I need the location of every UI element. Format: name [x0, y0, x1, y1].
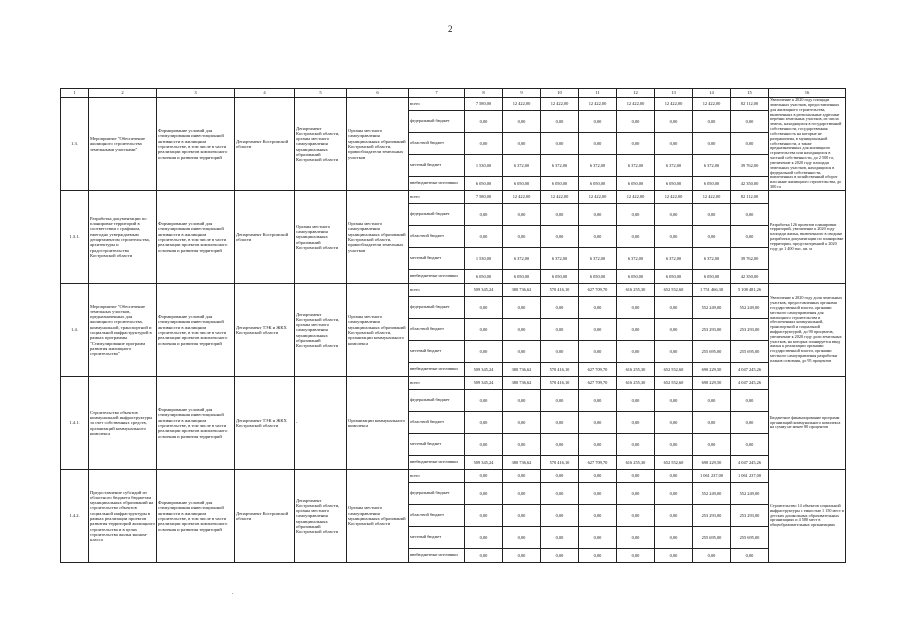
funding-source: областной бюджет	[409, 226, 465, 248]
funding-value: 0,00	[617, 434, 655, 456]
funding-value: 1 061 237,00	[693, 470, 731, 483]
funding-value: 0,00	[655, 434, 693, 456]
funding-value: 652 552,60	[655, 377, 693, 390]
funding-value: 0,00	[579, 412, 617, 434]
funding-value: 0,00	[465, 434, 503, 456]
funding-value: 1 061 237,00	[731, 470, 769, 483]
funding-value: 39 762,00	[731, 155, 769, 177]
funding-value: 253 293,00	[693, 505, 731, 527]
measure-goal: Формирование условий для стимулирования инвестиционной активности в жилищном строительстве, в том числе в части реализации проектов комплексного освоения и развития территорий	[157, 377, 235, 470]
funding-value: 570 416,10	[541, 377, 579, 390]
participants: Органы местного самоуправления муниципальных образований Костромской области, организации коммунального комплекса	[347, 284, 409, 377]
funding-value: 12 422,00	[617, 191, 655, 204]
funding-value: 616 255,30	[617, 456, 655, 470]
funding-value: 0,00	[655, 527, 693, 549]
program-table	[60, 88, 846, 563]
funding-value: 552 249,00	[731, 483, 769, 505]
funding-source: областной бюджет	[409, 412, 465, 434]
funding-value: 0,00	[503, 434, 541, 456]
funding-source: внебюджетные источники	[409, 549, 465, 563]
funding-value: 0,00	[503, 133, 541, 155]
column-header-6: 6	[347, 89, 409, 98]
funding-value: 0,00	[655, 133, 693, 155]
funding-source: всего	[409, 377, 465, 390]
funding-value: 0,00	[655, 111, 693, 133]
funding-value: 0,00	[541, 133, 579, 155]
funding-value: 652 552,60	[655, 456, 693, 470]
funding-value: 6 050,00	[579, 270, 617, 284]
funding-value: 7 580,00	[465, 191, 503, 204]
funding-value: 255 695,00	[693, 341, 731, 363]
funding-value: 0,00	[655, 297, 693, 319]
measure-name: Строительство объектов коммунальной инфраструктуры за счет собственных средств, организаций коммунального комплекса	[89, 377, 157, 470]
funding-value: 0,00	[579, 549, 617, 563]
measure-name: Мероприятие "Обеспечение жилищного строительства земельными участками"	[89, 98, 157, 191]
funding-value: 12 422,00	[579, 191, 617, 204]
funding-value: 0,00	[579, 483, 617, 505]
funding-value: 1 751 466,30	[693, 284, 731, 297]
funding-value: 6 050,00	[655, 270, 693, 284]
participants: Органы местного самоуправления муниципальных образований Костромской области	[347, 470, 409, 563]
funding-value: 0,00	[465, 527, 503, 549]
funding-value: 0,00	[541, 319, 579, 341]
co-executor: Департамент Костромской области, органы местного самоуправления муниципальных образований Костромской области	[295, 98, 347, 191]
funding-value: 0,00	[655, 341, 693, 363]
funding-value: 0,00	[579, 133, 617, 155]
funding-value: 0,00	[579, 390, 617, 412]
funding-value: 0,00	[465, 483, 503, 505]
funding-value: 0,00	[655, 549, 693, 563]
responsible-executor: Департамент ТЭК и ЖКХ Костромской области	[235, 284, 295, 377]
funding-value: 0,00	[503, 297, 541, 319]
responsible-executor: Департамент Костромской области	[235, 470, 295, 563]
funding-value: 1 530,00	[465, 248, 503, 270]
column-header-1: 1	[61, 89, 89, 98]
funding-value: 12 422,00	[655, 98, 693, 111]
funding-value: 6 372,00	[579, 248, 617, 270]
funding-value: 253 293,00	[731, 319, 769, 341]
funding-source: федеральный бюджет	[409, 204, 465, 226]
funding-value: 0,00	[541, 470, 579, 483]
co-executor: Департамент Костромской области, органы местного самоуправления муниципальных образований Костромской области	[295, 284, 347, 377]
funding-value: 0,00	[731, 434, 769, 456]
funding-value: 0,00	[465, 319, 503, 341]
funding-value: 4 047 245,26	[731, 456, 769, 470]
funding-value: 0,00	[541, 527, 579, 549]
measure-name: Разработка документации по планировке территорий в соответствии с графиком, ежегодно утверждаемым департаментом строительства, архитектуры и градостроительства Костромской области	[89, 191, 157, 284]
funding-value: 0,00	[503, 483, 541, 505]
funding-value: 0,00	[731, 133, 769, 155]
funding-value: 0,00	[617, 527, 655, 549]
responsible-executor: Департамент Костромской области	[235, 191, 295, 284]
funding-value: 6 372,00	[579, 155, 617, 177]
funding-value: 552 249,00	[693, 297, 731, 319]
funding-source: всего	[409, 284, 465, 297]
expected-result: Разработка 126 проектов планировки территорий, увеличение к 2020 году площади жилья, включенного в сводные разработки документации по планировке территории, предусмотренной к 2020 году до 1 400 тыс. кв. м	[769, 191, 846, 284]
funding-value: 0,00	[731, 412, 769, 434]
measure-name: Предоставление субсидий из областного бюджета бюджетам муниципальных образований на строительство объектов социальной инфраструктуры в рамках реализации проектов развития территорий жилищного строительства и в целях строительства жилья эконом-класса	[89, 470, 157, 563]
funding-value: 627 709,70	[579, 456, 617, 470]
co-executor: -	[295, 377, 347, 470]
funding-value: 39 762,00	[731, 248, 769, 270]
funding-value: 6 050,00	[465, 177, 503, 191]
funding-source: федеральный бюджет	[409, 297, 465, 319]
funding-value: 0,00	[579, 297, 617, 319]
funding-value: 0,00	[693, 412, 731, 434]
participants: Органы местного самоуправления муниципальных образований Костромской области, правообладатели земельных участков	[347, 98, 409, 191]
funding-value: 6 050,00	[503, 270, 541, 284]
funding-value: 616 255,30	[617, 284, 655, 297]
table-row	[61, 98, 846, 111]
funding-value: 0,00	[503, 319, 541, 341]
measure-name: Мероприятие "Обеспечение земельных участков, предназначенных для жилищного строительства, коммунальной, транспортной и социальной инфраструктурой в рамках программы "Стимулирование программ развития жилищного строительства"	[89, 284, 157, 377]
funding-value: 627 709,70	[579, 284, 617, 297]
funding-value: 0,00	[693, 226, 731, 248]
row-code: 1.4.1.	[61, 377, 89, 470]
funding-value: 0,00	[465, 204, 503, 226]
funding-value: 509 345,24	[465, 377, 503, 390]
funding-value: 0,00	[617, 412, 655, 434]
measure-goal: Формирование условий для стимулирования инвестиционной активности в жилищном строительстве, в том числе в части реализации проектов комплексного освоения и развития территорий	[157, 98, 235, 191]
co-executor: Департамент Костромской области, органы местного самоуправления муниципальных образований Костромской области	[295, 470, 347, 563]
funding-value: 0,00	[617, 390, 655, 412]
funding-value: 0,00	[541, 226, 579, 248]
funding-value: 82 112,00	[731, 98, 769, 111]
funding-value: 6 372,00	[541, 155, 579, 177]
funding-value: 0,00	[617, 204, 655, 226]
funding-value: 0,00	[617, 549, 655, 563]
funding-value: 0,00	[693, 549, 731, 563]
funding-value: 380 736,62	[503, 456, 541, 470]
funding-value: 12 422,00	[503, 191, 541, 204]
funding-value: 0,00	[617, 483, 655, 505]
funding-value: 6 372,00	[655, 155, 693, 177]
funding-value: 6 050,00	[693, 270, 731, 284]
funding-source: внебюджетные источники	[409, 363, 465, 377]
funding-value: 552 249,00	[693, 483, 731, 505]
funding-value: 0,00	[617, 470, 655, 483]
expected-result: Увеличение к 2020 году доли земельных участков, предоставленных органами государственной власти, органами местного самоуправления для жилищного строительства и обеспеченных коммунальной, транспортной и социальной инфраструктурой, до 90 процентов, увеличение к 2020 году доли земельных участков, на которых планируется ввод жилья к реализации органами государственной власти, органами местного самоуправления разработки планов освоения, до 95 процентов	[769, 284, 846, 377]
table-row	[61, 470, 846, 483]
funding-value: 6 372,00	[655, 248, 693, 270]
funding-value: 0,00	[541, 549, 579, 563]
funding-source: местный бюджет	[409, 248, 465, 270]
funding-value: 627 709,70	[579, 363, 617, 377]
funding-value: 0,00	[617, 297, 655, 319]
funding-value: 4 047 245,26	[731, 363, 769, 377]
table-body	[61, 98, 846, 563]
funding-value: 509 345,24	[465, 363, 503, 377]
funding-value: 0,00	[731, 204, 769, 226]
funding-value: 509 345,24	[465, 284, 503, 297]
measure-goal: Формирование условий для стимулирования инвестиционной активности в жилищном строительстве, в том числе в части реализации проектов комплексного освоения и развития территорий	[157, 191, 235, 284]
funding-value: 253 293,00	[693, 319, 731, 341]
funding-value: 0,00	[731, 390, 769, 412]
column-header-16: 16	[769, 89, 846, 98]
funding-value: 0,00	[541, 111, 579, 133]
funding-value: 0,00	[693, 204, 731, 226]
expected-result: Бюджетное финансирование программ организаций коммунального комплекса на сумму не менее 80 процентов	[769, 377, 846, 470]
funding-value: 0,00	[465, 111, 503, 133]
row-code: 1.4.2.	[61, 470, 89, 563]
funding-source: внебюджетные источники	[409, 270, 465, 284]
funding-value: 6 050,00	[579, 177, 617, 191]
funding-value: 570 416,10	[541, 363, 579, 377]
funding-value: 12 422,00	[541, 98, 579, 111]
funding-value: 12 422,00	[541, 191, 579, 204]
participants: Организации коммунального комплекса	[347, 377, 409, 470]
funding-source: местный бюджет	[409, 527, 465, 549]
column-header-4: 4	[235, 89, 295, 98]
funding-value: 0,00	[465, 341, 503, 363]
funding-value: 12 422,00	[503, 98, 541, 111]
funding-value: 570 416,10	[541, 284, 579, 297]
funding-value: 0,00	[579, 319, 617, 341]
funding-value: 0,00	[579, 434, 617, 456]
row-code: 1.3.	[61, 98, 89, 191]
column-header-2: 2	[89, 89, 157, 98]
column-header-11: 11	[579, 89, 617, 98]
column-header-7: 7	[409, 89, 465, 98]
funding-value: 0,00	[693, 111, 731, 133]
column-header-14: 14	[693, 89, 731, 98]
funding-value: 0,00	[617, 111, 655, 133]
funding-value: 0,00	[465, 226, 503, 248]
funding-source: областной бюджет	[409, 505, 465, 527]
funding-value: 12 422,00	[655, 191, 693, 204]
funding-source: областной бюджет	[409, 133, 465, 155]
funding-value: 0,00	[579, 204, 617, 226]
funding-value: 6 372,00	[617, 155, 655, 177]
funding-source: всего	[409, 470, 465, 483]
funding-value: 0,00	[465, 470, 503, 483]
column-header-9: 9	[503, 89, 541, 98]
funding-value: 509 345,24	[465, 456, 503, 470]
funding-value: 0,00	[617, 226, 655, 248]
funding-value: 0,00	[503, 341, 541, 363]
measure-goal: Формирование условий для стимулирования инвестиционной активности в жилищном строительстве, в том числе в части реализации проектов комплексного освоения и развития территорий	[157, 284, 235, 377]
funding-value: 0,00	[617, 505, 655, 527]
funding-value: 6 372,00	[693, 155, 731, 177]
funding-value: 0,00	[579, 111, 617, 133]
funding-value: 0,00	[655, 412, 693, 434]
funding-value: 0,00	[655, 319, 693, 341]
funding-value: 12 422,00	[617, 98, 655, 111]
row-code: 1.3.1.	[61, 191, 89, 284]
funding-value: 6 050,00	[465, 270, 503, 284]
funding-value: 0,00	[503, 470, 541, 483]
table-row	[61, 377, 846, 390]
funding-value: 0,00	[465, 505, 503, 527]
funding-value: 0,00	[579, 505, 617, 527]
funding-value: 0,00	[731, 549, 769, 563]
funding-value: 6 050,00	[541, 270, 579, 284]
funding-value: 6 372,00	[617, 248, 655, 270]
column-header-15: 15	[731, 89, 769, 98]
funding-value: 4 047 245,26	[731, 377, 769, 390]
funding-value: 255 695,00	[731, 341, 769, 363]
funding-value: 380 736,62	[503, 363, 541, 377]
funding-source: местный бюджет	[409, 155, 465, 177]
funding-value: 0,00	[541, 390, 579, 412]
funding-source: федеральный бюджет	[409, 390, 465, 412]
funding-value: 0,00	[693, 133, 731, 155]
responsible-executor: Департамент ТЭК и ЖКХ Костромской области	[235, 377, 295, 470]
funding-value: 0,00	[579, 226, 617, 248]
funding-value: 6 050,00	[617, 270, 655, 284]
funding-value: 690 229,50	[693, 456, 731, 470]
funding-value: 652 552,60	[655, 284, 693, 297]
funding-value: 0,00	[503, 226, 541, 248]
funding-value: 690 229,50	[693, 363, 731, 377]
header-row	[61, 89, 846, 98]
funding-value: 6 050,00	[655, 177, 693, 191]
funding-value: 0,00	[503, 412, 541, 434]
expected-result: Строительство 14 объектов социальной инфраструктуры с емкостью 1 150 мест в детских дошкольных образовательных организациях и 4 580 мест в общеобразовательных организациях	[769, 470, 846, 563]
funding-value: 0,00	[655, 204, 693, 226]
funding-value: 82 112,00	[731, 191, 769, 204]
funding-value: 0,00	[465, 390, 503, 412]
column-header-3: 3	[157, 89, 235, 98]
funding-value: 0,00	[503, 204, 541, 226]
funding-value: 6 372,00	[541, 248, 579, 270]
funding-value: 652 552,60	[655, 363, 693, 377]
funding-value: 1 530,00	[465, 155, 503, 177]
funding-value: 6 050,00	[503, 177, 541, 191]
funding-value: 570 416,10	[541, 456, 579, 470]
funding-source: областной бюджет	[409, 319, 465, 341]
funding-value: 0,00	[617, 319, 655, 341]
funding-value: 255 695,00	[731, 527, 769, 549]
funding-value: 0,00	[541, 341, 579, 363]
funding-value: 255 695,00	[693, 527, 731, 549]
funding-value: 6 372,00	[693, 248, 731, 270]
funding-value: 6 050,00	[693, 177, 731, 191]
funding-value: 6 050,00	[541, 177, 579, 191]
funding-value: 12 422,00	[693, 98, 731, 111]
funding-value: 0,00	[617, 133, 655, 155]
funding-value: 12 422,00	[693, 191, 731, 204]
funding-source: федеральный бюджет	[409, 483, 465, 505]
funding-value: 0,00	[655, 470, 693, 483]
funding-value: 616 255,30	[617, 363, 655, 377]
funding-value: 6 372,00	[503, 155, 541, 177]
funding-value: 616 255,30	[617, 377, 655, 390]
funding-value: 0,00	[503, 549, 541, 563]
funding-value: 0,00	[503, 505, 541, 527]
column-header-10: 10	[541, 89, 579, 98]
funding-source: местный бюджет	[409, 341, 465, 363]
table-row	[61, 284, 846, 297]
funding-value: 380 736,62	[503, 377, 541, 390]
funding-value: 0,00	[541, 297, 579, 319]
column-header-5: 5	[295, 89, 347, 98]
funding-value: 380 736,62	[503, 284, 541, 297]
funding-value: 253 293,00	[731, 505, 769, 527]
funding-value: 0,00	[579, 341, 617, 363]
funding-value: 0,00	[655, 226, 693, 248]
funding-value: 0,00	[731, 226, 769, 248]
funding-value: 0,00	[503, 390, 541, 412]
funding-value: 0,00	[541, 204, 579, 226]
funding-source: федеральный бюджет	[409, 111, 465, 133]
row-code: 1.4.	[61, 284, 89, 377]
expected-result: Увеличение к 2020 году площади земельных участков, предоставленных для жилищного строительства, включенных в региональные адресные перечни земельных участков, из числа земель, находящихся в государственной собственности, государственная собственность на которые не разграничена, в муниципальной собственности, а также предназначенных для жилищного строительства или находящихся в частной собственности, до 2 500 га, увеличение к 2020 году площади земельных участков, находящихся в федеральной собственности, вовлеченных в хозяйственный оборот или ныне жилищного строительства, до 300 га	[769, 98, 846, 191]
table-row	[61, 191, 846, 204]
column-header-13: 13	[655, 89, 693, 98]
page-number: 2	[448, 24, 453, 34]
column-header-12: 12	[617, 89, 655, 98]
funding-value: 0,00	[465, 297, 503, 319]
funding-value: 12 422,00	[579, 98, 617, 111]
funding-value: 7 580,00	[465, 98, 503, 111]
funding-value: 0,00	[693, 390, 731, 412]
column-header-8: 8	[465, 89, 503, 98]
funding-source: внебюджетные источники	[409, 177, 465, 191]
funding-value: 0,00	[465, 412, 503, 434]
funding-value: 0,00	[541, 434, 579, 456]
funding-value: 0,00	[579, 470, 617, 483]
funding-value: 0,00	[655, 390, 693, 412]
funding-value: 42 350,00	[731, 270, 769, 284]
co-executor: Органы местного самоуправления муниципальных образований Костромской области	[295, 191, 347, 284]
funding-value: 42 350,00	[731, 177, 769, 191]
funding-value: 0,00	[655, 505, 693, 527]
funding-value: 0,00	[541, 412, 579, 434]
bottom-mark: .	[232, 590, 234, 596]
funding-value: 0,00	[541, 505, 579, 527]
funding-value: 0,00	[465, 549, 503, 563]
funding-value: 0,00	[693, 434, 731, 456]
responsible-executor: Департамент Костромской области	[235, 98, 295, 191]
funding-value: 690 229,50	[693, 377, 731, 390]
funding-value: 0,00	[579, 527, 617, 549]
funding-source: всего	[409, 98, 465, 111]
funding-value: 5 108 481,26	[731, 284, 769, 297]
funding-value: 552 249,00	[731, 297, 769, 319]
funding-value: 0,00	[655, 483, 693, 505]
funding-value: 627 709,70	[579, 377, 617, 390]
funding-value: 0,00	[503, 527, 541, 549]
funding-source: местный бюджет	[409, 434, 465, 456]
participants: Органы местного самоуправления муниципальных образований Костромской области, правообладатели земельных участков	[347, 191, 409, 284]
funding-value: 0,00	[731, 111, 769, 133]
funding-value: 0,00	[465, 133, 503, 155]
funding-value: 0,00	[541, 483, 579, 505]
funding-value: 6 372,00	[503, 248, 541, 270]
funding-value: 6 050,00	[617, 177, 655, 191]
measure-goal: Формирование условий для стимулирования инвестиционной активности в жилищном строительстве, в том числе в части реализации проектов комплексного освоения и развития территорий	[157, 470, 235, 563]
funding-value: 0,00	[503, 111, 541, 133]
funding-source: внебюджетные источники	[409, 456, 465, 470]
funding-value: 0,00	[617, 341, 655, 363]
funding-source: всего	[409, 191, 465, 204]
